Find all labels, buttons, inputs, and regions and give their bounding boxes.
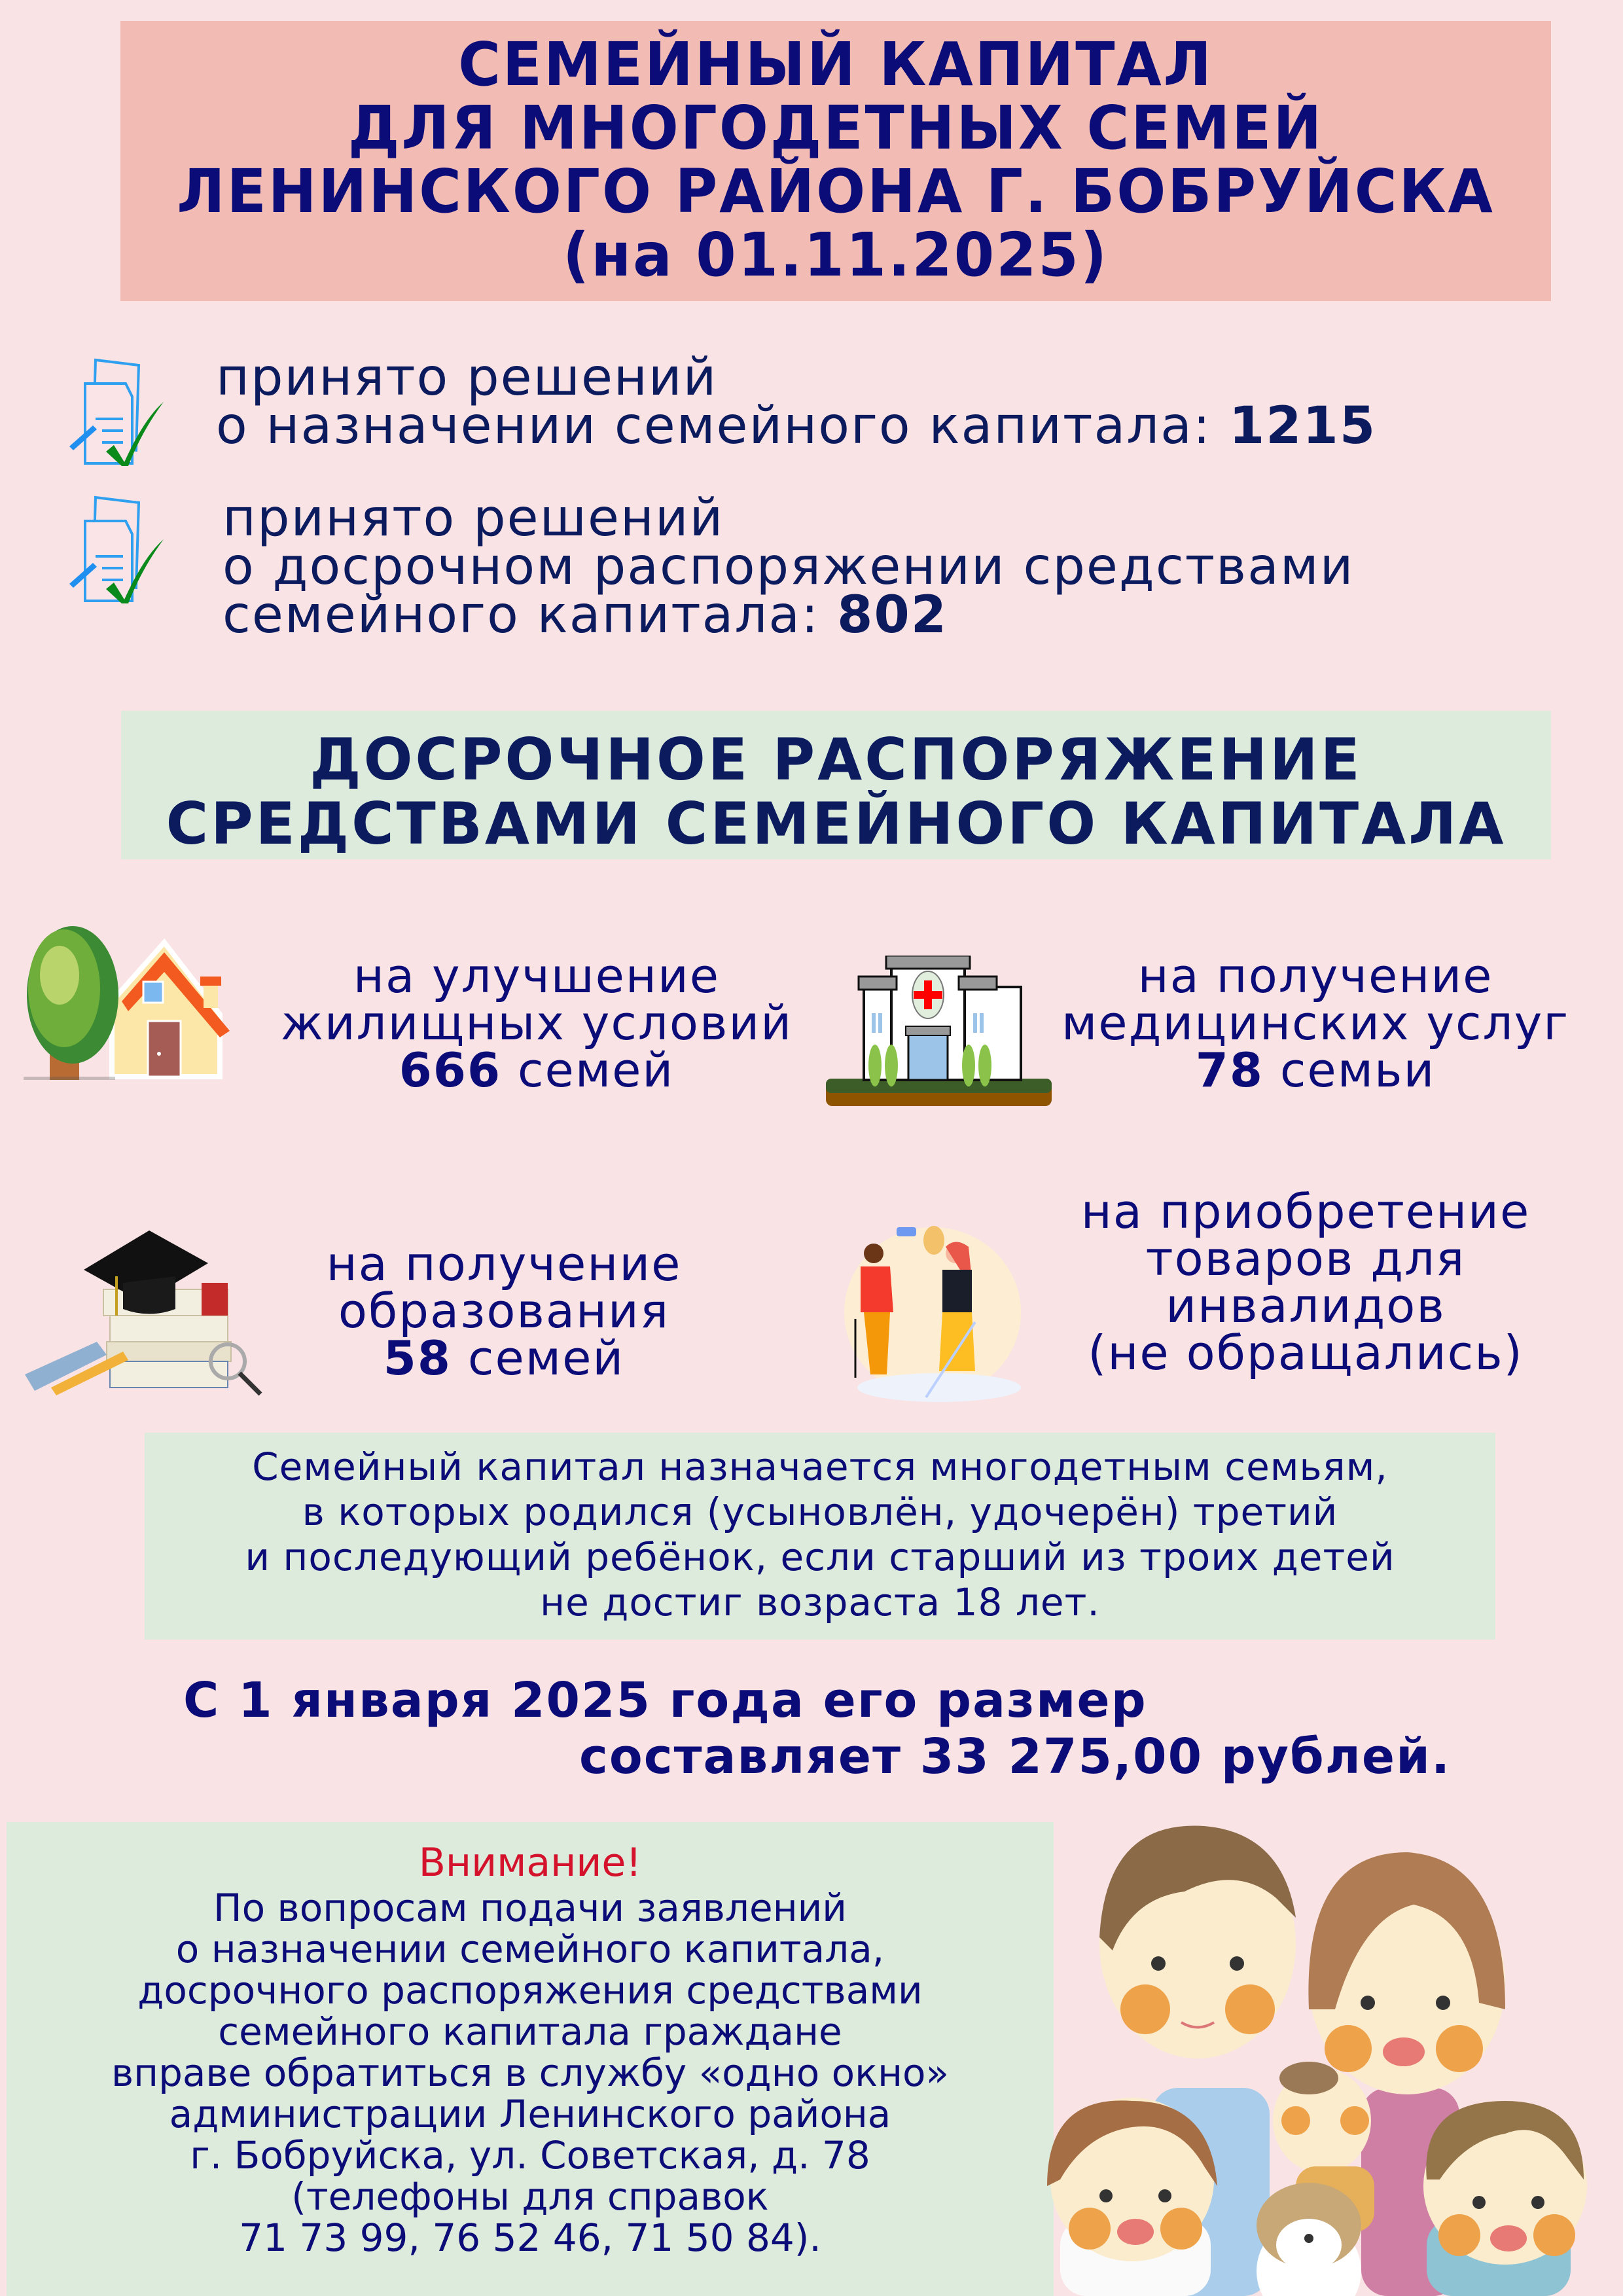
category-count-line xyxy=(249,1331,759,1386)
attention-line: (телефоны для справок xyxy=(291,2174,769,2219)
stat-value: 802 xyxy=(837,586,948,645)
eligibility-info-box xyxy=(145,1433,1495,1640)
attention-contact-box xyxy=(7,1822,1054,2296)
page-title xyxy=(149,29,1523,290)
title-line: СЕМЕЙНЫЙ КАПИТАЛ xyxy=(458,29,1213,99)
category-count: 78 xyxy=(1195,1043,1264,1098)
stat-label: принято решений xyxy=(223,489,724,548)
header-banner xyxy=(120,21,1551,301)
eligibility-text xyxy=(145,1444,1495,1625)
info-line: и последующий ребёнок, если старший из троих детей xyxy=(245,1535,1395,1579)
title-line: ДЛЯ МНОГОДЕТНЫХ СЕМЕЙ xyxy=(348,93,1324,163)
category-count-line xyxy=(1027,1043,1603,1098)
category-disability-goods xyxy=(1027,1184,1584,1380)
category-label: на получение xyxy=(1137,948,1493,1003)
category-unit: семьи xyxy=(1263,1043,1436,1098)
category-label: образования xyxy=(338,1283,670,1338)
document-check-icon xyxy=(65,347,190,471)
category-education xyxy=(249,1236,759,1386)
category-housing xyxy=(249,948,825,1098)
category-label: на приобретение xyxy=(1080,1184,1531,1239)
category-status: (не обращались) xyxy=(1088,1325,1524,1380)
phone-numbers: 71 73 99, 76 52 46, 71 50 84). xyxy=(239,2215,821,2260)
amount-line: С 1 января 2025 года его размер xyxy=(183,1672,1147,1729)
category-label: на получение xyxy=(326,1236,682,1291)
category-label: медицинских услуг xyxy=(1061,996,1570,1050)
stat-value: 1215 xyxy=(1229,397,1377,456)
attention-line: По вопросам подачи заявлений xyxy=(213,1886,847,1930)
section-title xyxy=(121,728,1551,856)
graduation-books-icon xyxy=(18,1204,274,1401)
category-label: на улучшение xyxy=(353,948,721,1003)
attention-line: досрочного распоряжения средствами xyxy=(137,1968,923,2013)
category-count: 666 xyxy=(399,1043,502,1098)
hospital-icon xyxy=(826,956,1061,1106)
amount-value-line: составляет 33 275,00 рублей. xyxy=(579,1729,1452,1785)
attention-line: о назначении семейного капитала, xyxy=(175,1927,885,1971)
section-title-line: СРЕДСТВАМИ СЕМЕЙНОГО КАПИТАЛА xyxy=(166,790,1507,857)
category-unit: семей xyxy=(452,1331,625,1386)
category-count-line xyxy=(249,1043,825,1098)
address-line: г. Бобруйска, ул. Советская, д. 78 xyxy=(190,2133,870,2178)
section-title-line: ДОСРОЧНОЕ РАСПОРЯЖЕНИЕ xyxy=(310,726,1363,793)
stat-label: о досрочном распоряжении средствами xyxy=(223,537,1355,596)
category-medical xyxy=(1027,948,1603,1098)
document-check-icon xyxy=(65,484,190,609)
disabled-people-icon xyxy=(834,1208,1044,1404)
capital-amount-statement xyxy=(183,1672,1451,1785)
section-header xyxy=(121,711,1551,859)
category-label: жилищных условий xyxy=(281,996,793,1050)
category-count: 58 xyxy=(383,1331,452,1386)
stat-label: принято решений xyxy=(216,348,718,407)
attention-line: семейного капитала граждане xyxy=(218,2009,842,2054)
attention-line: администрации Ленинского района xyxy=(169,2092,891,2136)
info-line: не достиг возраста 18 лет. xyxy=(540,1580,1100,1624)
info-line: Семейный капитал назначается многодетным семьям, xyxy=(252,1444,1388,1489)
stat-label: семейного капитала: xyxy=(223,586,838,645)
info-line: в которых родился (усыновлён, удочерён) третий xyxy=(302,1490,1338,1534)
house-tree-icon xyxy=(24,916,246,1113)
category-unit: семей xyxy=(501,1043,675,1098)
title-line: ЛЕНИНСКОГО РАЙОНА Г. БОБРУЙСКА xyxy=(177,156,1495,226)
family-illustration xyxy=(1021,1813,1610,2296)
title-date: (на 01.11.2025) xyxy=(562,220,1109,290)
stat-label: о назначении семейного капитала: xyxy=(216,397,1229,456)
category-label: товаров для xyxy=(1145,1231,1466,1286)
attention-body xyxy=(7,1888,1054,2259)
attention-heading: Внимание! xyxy=(418,1840,642,1886)
attention-line: вправе обратиться в службу «одно окно» xyxy=(111,2051,950,2095)
category-label: инвалидов xyxy=(1166,1278,1446,1333)
